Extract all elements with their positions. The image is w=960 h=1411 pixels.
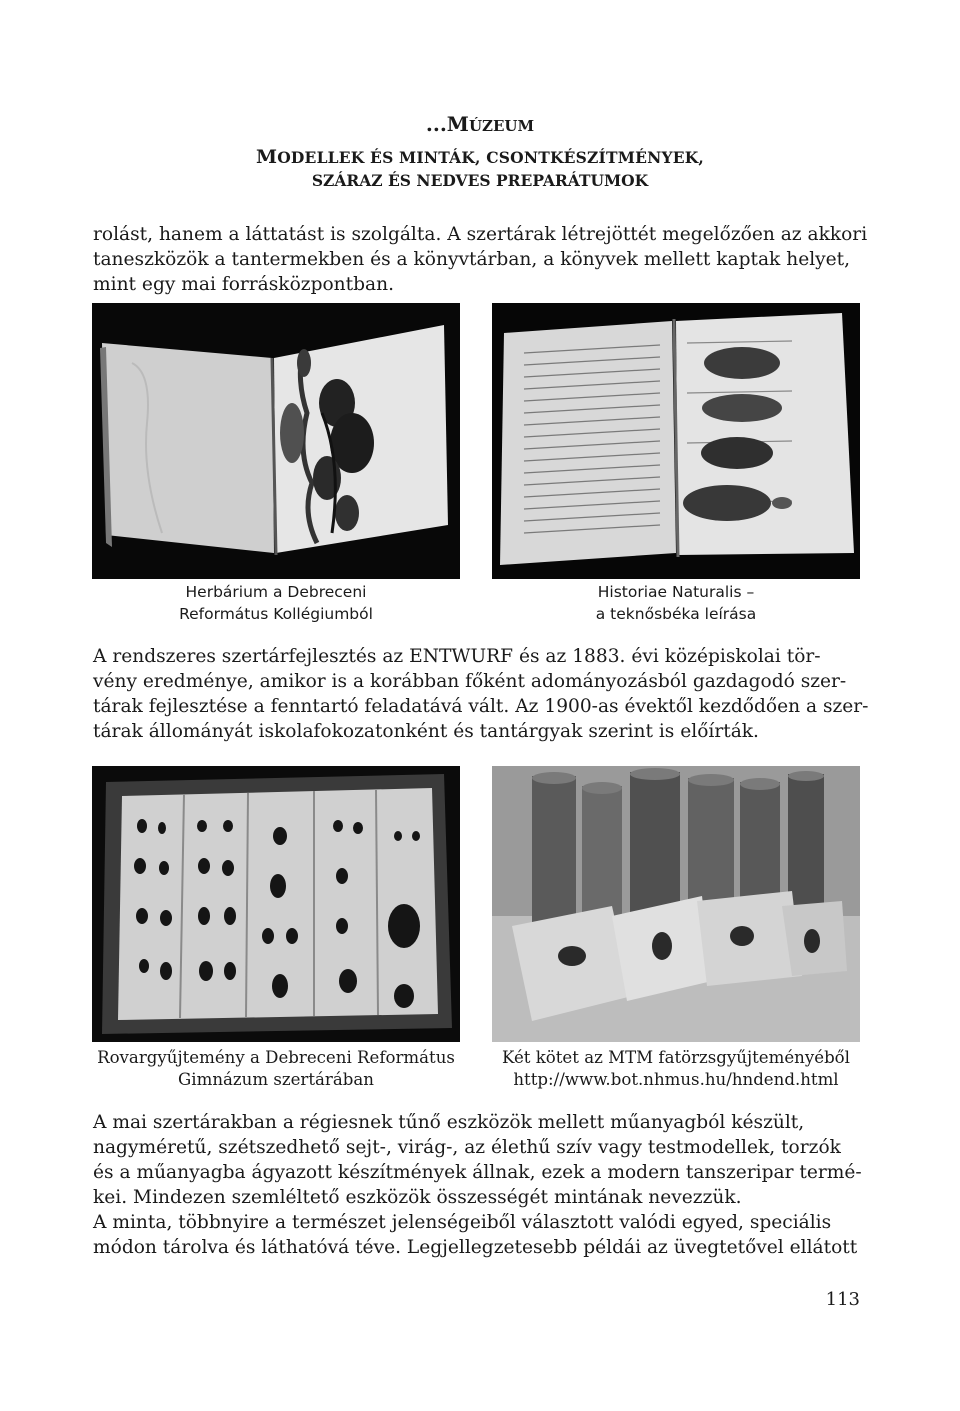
caption-line: Gimnázum szertárában bbox=[178, 1070, 374, 1089]
paragraph-line: tárak fejlesztése a fenntartó feladatává vált. Az 1900-as évektől kezdődően a szer- bbox=[93, 696, 869, 717]
caption-url: http://www.bot.nhmus.hu/hndend.html bbox=[513, 1070, 839, 1089]
caption-herbarium bbox=[86, 581, 466, 625]
section-title-prefix: ...M bbox=[425, 112, 469, 136]
paragraph-line: tárak állományát iskolafokozatonként és tantárgyak szerint is előírták. bbox=[93, 721, 759, 742]
caption-line: Rovargyűjtemény a Debreceni Református bbox=[97, 1048, 455, 1067]
paragraph-line: kei. Mindezen szemléltető eszközök összességét mintának nevezzük. bbox=[93, 1187, 742, 1208]
page-number: 113 bbox=[825, 1289, 860, 1310]
paragraph-development bbox=[93, 644, 869, 744]
section-subtitle-line1 bbox=[0, 146, 960, 168]
caption-line: Két kötet az MTM fatörzsgyűjteményéből bbox=[502, 1048, 850, 1067]
subtitle-line1-rest: ODELLEK ÉS MINTÁK, CSONTKÉSZÍTMÉNYEK, bbox=[277, 148, 705, 167]
caption-wood-collection bbox=[486, 1047, 866, 1091]
caption-line: Historiae Naturalis – bbox=[597, 583, 755, 601]
historiae-naturalis-photo bbox=[492, 303, 860, 579]
paragraph-line: mint egy mai forrásközpontban. bbox=[93, 274, 394, 295]
insect-collection-photo bbox=[92, 766, 460, 1042]
caption-insect-collection bbox=[86, 1047, 466, 1091]
herbarium-photo bbox=[92, 303, 460, 579]
caption-line: a teknősbéka leírása bbox=[595, 605, 757, 623]
section-subtitle-line2: SZÁRAZ ÉS NEDVES PREPARÁTUMOK bbox=[311, 171, 649, 190]
paragraph-line: A rendszeres szertárfejlesztés az ENTWURF és az 1883. évi középiskolai tör- bbox=[93, 646, 821, 667]
caption-historiae-naturalis bbox=[486, 581, 866, 625]
caption-line: Herbárium a Debreceni bbox=[185, 583, 367, 601]
paragraph-line: nagyméretű, szétszedhető sejt-, virág-, az élethű szív vagy testmodellek, torzók bbox=[93, 1137, 841, 1158]
paragraph-intro bbox=[93, 222, 868, 297]
wood-collection-photo bbox=[492, 766, 860, 1042]
paragraph-line: taneszközök a tantermekben és a könyvtárban, a könyvek mellett kaptak helyet, bbox=[93, 249, 851, 270]
subtitle-initial: M bbox=[255, 146, 278, 168]
paragraph-line: és a műanyagba ágyazott készítmények állnak, ezek a modern tanszeripar termé- bbox=[93, 1162, 862, 1183]
section-title bbox=[0, 112, 960, 136]
paragraph-line: rolást, hanem a láttatást is szolgálta. A szertárak létrejöttét megelőzően az akkori bbox=[93, 224, 868, 245]
section-title-rest: ÚZEUM bbox=[468, 117, 535, 135]
paragraph-line: A mai szertárakban a régiesnek tűnő eszközök mellett műanyagból készült, bbox=[93, 1112, 805, 1133]
paragraph-line: módon tárolva és láthatóvá téve. Legjellegzetesebb példái az üvegtetővel ellátott bbox=[93, 1237, 858, 1258]
paragraph-modern-collections bbox=[93, 1110, 863, 1260]
paragraph-line: vény eredménye, amikor is a korábban főként adományozásból gazdagodó szer- bbox=[93, 671, 847, 692]
paragraph-line: A minta, többnyire a természet jelenségeiből választott valódi egyed, speciális bbox=[93, 1212, 832, 1233]
caption-line: Református Kollégiumból bbox=[179, 605, 373, 623]
